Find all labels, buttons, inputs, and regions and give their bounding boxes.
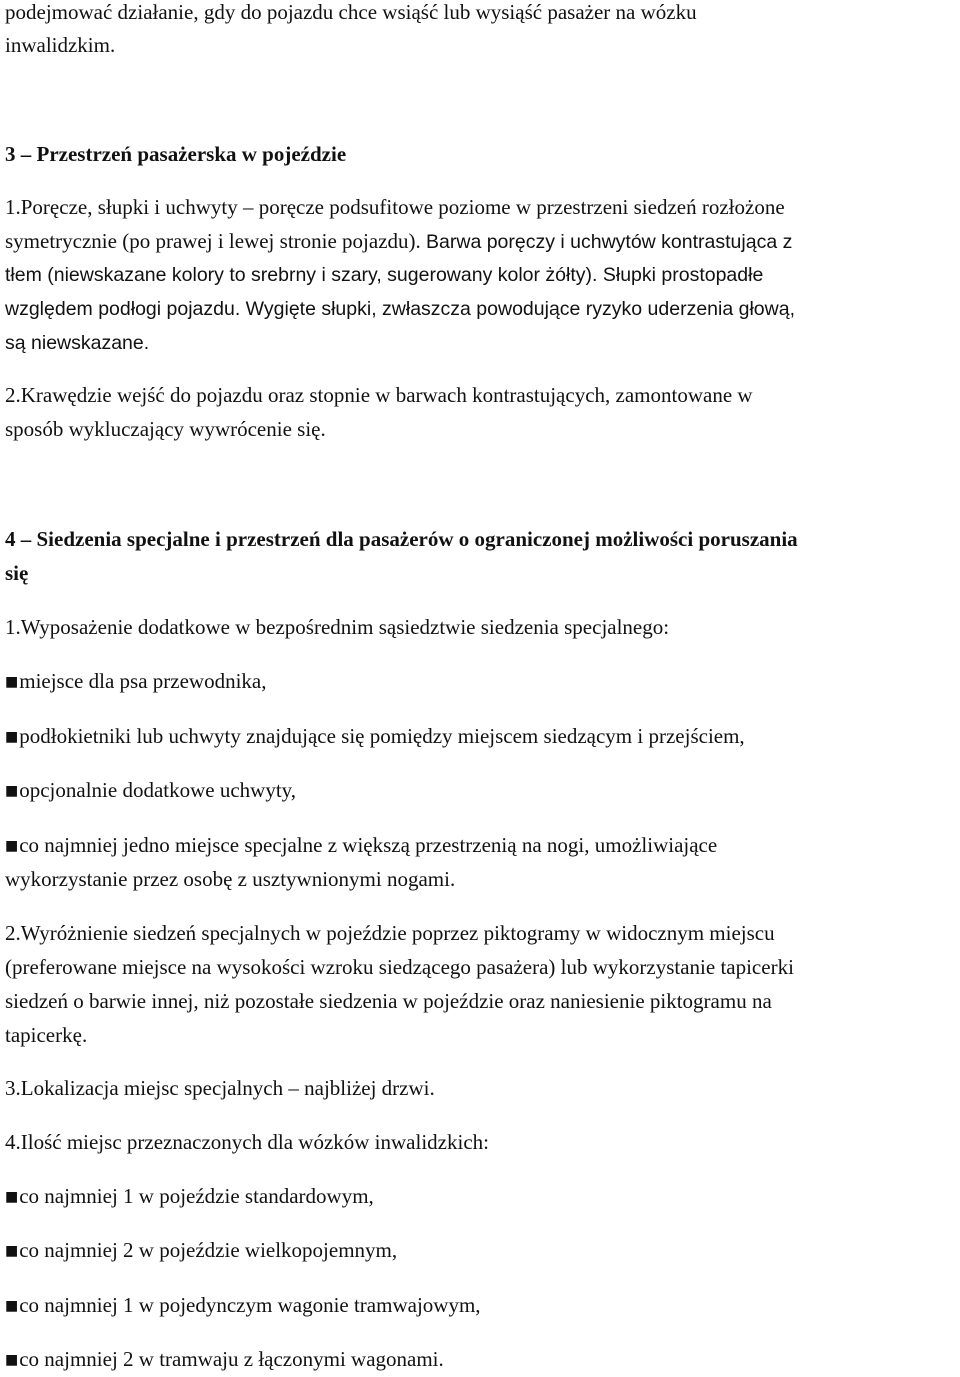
- list-item-text: co najmniej 2 w pojeździe wielkopojemnym,: [19, 1238, 398, 1262]
- paragraph-line: [5, 229, 792, 254]
- list-item: [5, 669, 266, 694]
- paragraph-line: 1.Wyposażenie dodatkowe w bezpośrednim sąsiedztwie siedzenia specjalnego:: [5, 615, 670, 639]
- list-item-text: co najmniej 1 w pojedynczym wagonie tramwajowym,: [19, 1293, 481, 1317]
- paragraph-line: 2.Wyróżnienie siedzeń specjalnych w pojeździe poprzez piktogramy w widocznym miejscu: [5, 921, 775, 945]
- bullet-icon: ■: [5, 1243, 19, 1259]
- list-item-text: podłokietniki lub uchwyty znajdujące się pomiędzy miejscem siedzącym i przejściem,: [19, 724, 745, 748]
- list-item-text: co najmniej 1 w pojeździe standardowym,: [19, 1184, 374, 1208]
- list-item: [5, 1293, 481, 1318]
- list-item-continuation: wykorzystanie przez osobę z usztywnionymi nogami.: [5, 867, 456, 891]
- paragraph-line: tapicerkę.: [5, 1023, 88, 1047]
- list-item: [5, 1184, 374, 1209]
- bullet-icon: ■: [5, 674, 19, 690]
- list-item: [5, 1238, 397, 1263]
- list-item: [5, 833, 717, 858]
- paragraph-line: 1.Poręcze, słupki i uchwyty – poręcze podsufitowe poziome w przestrzeni siedzeń rozłożone: [5, 195, 785, 219]
- bullet-icon: ■: [5, 783, 19, 799]
- list-item-text: miejsce dla psa przewodnika,: [19, 669, 267, 693]
- paragraph-line: względem podłogi pojazdu. Wygięte słupki, zwłaszcza powodujące ryzyko uderzenia głową,: [5, 298, 795, 320]
- bullet-icon: ■: [5, 1352, 19, 1368]
- list-item-text: co najmniej jedno miejsce specjalne z większą przestrzenią na nogi, umożliwiające: [19, 833, 718, 857]
- paragraph-line: są niewskazane.: [5, 332, 150, 354]
- bullet-icon: ■: [5, 1298, 19, 1314]
- paragraph-line: 2.Krawędzie wejść do pojazdu oraz stopnie w barwach kontrastujących, zamontowane w: [5, 383, 753, 407]
- section-heading: 4 – Siedzenia specjalne i przestrzeń dla pasażerów o ograniczonej możliwości poruszania: [5, 527, 798, 551]
- paragraph-line: siedzeń o barwie innej, niż pozostałe siedzenia w pojeździe oraz naniesienie piktogramu na: [5, 989, 772, 1013]
- paragraph-line: tłem (niewskazane kolory to srebrny i szary, sugerowany kolor żółty). Słupki prostopadłe: [5, 264, 764, 286]
- paragraph-line: (preferowane miejsce na wysokości wzroku siedzącego pasażera) lub wykorzystanie tapicerki: [5, 955, 794, 979]
- bullet-icon: ■: [5, 1189, 19, 1205]
- list-item: [5, 724, 745, 749]
- bullet-icon: ■: [5, 838, 19, 854]
- list-item-text: co najmniej 2 w tramwaju z łączonymi wagonami.: [19, 1347, 444, 1371]
- paragraph-line: 4.Ilość miejsc przeznaczonych dla wózków inwalidzkich:: [5, 1130, 489, 1154]
- paragraph-line: inwalidzkim.: [5, 33, 116, 57]
- list-item: [5, 778, 296, 803]
- section-heading: 3 – Przestrzeń pasażerska w pojeździe: [5, 142, 347, 166]
- bullet-icon: ■: [5, 729, 19, 745]
- paragraph-line: podejmować działanie, gdy do pojazdu chce wsiąść lub wysiąść pasażer na wózku: [5, 0, 697, 24]
- paragraph-line: sposób wykluczający wywrócenie się.: [5, 417, 326, 441]
- paragraph-line: 3.Lokalizacja miejsc specjalnych – najbliżej drzwi.: [5, 1076, 435, 1100]
- text-run: symetrycznie (po prawej i lewej stronie pojazdu).: [5, 229, 427, 253]
- list-item: [5, 1347, 444, 1372]
- text-run: Barwa poręczy i uchwytów kontrastująca z: [426, 231, 793, 253]
- list-item-text: opcjonalnie dodatkowe uchwyty,: [19, 778, 297, 802]
- section-heading: się: [5, 561, 29, 585]
